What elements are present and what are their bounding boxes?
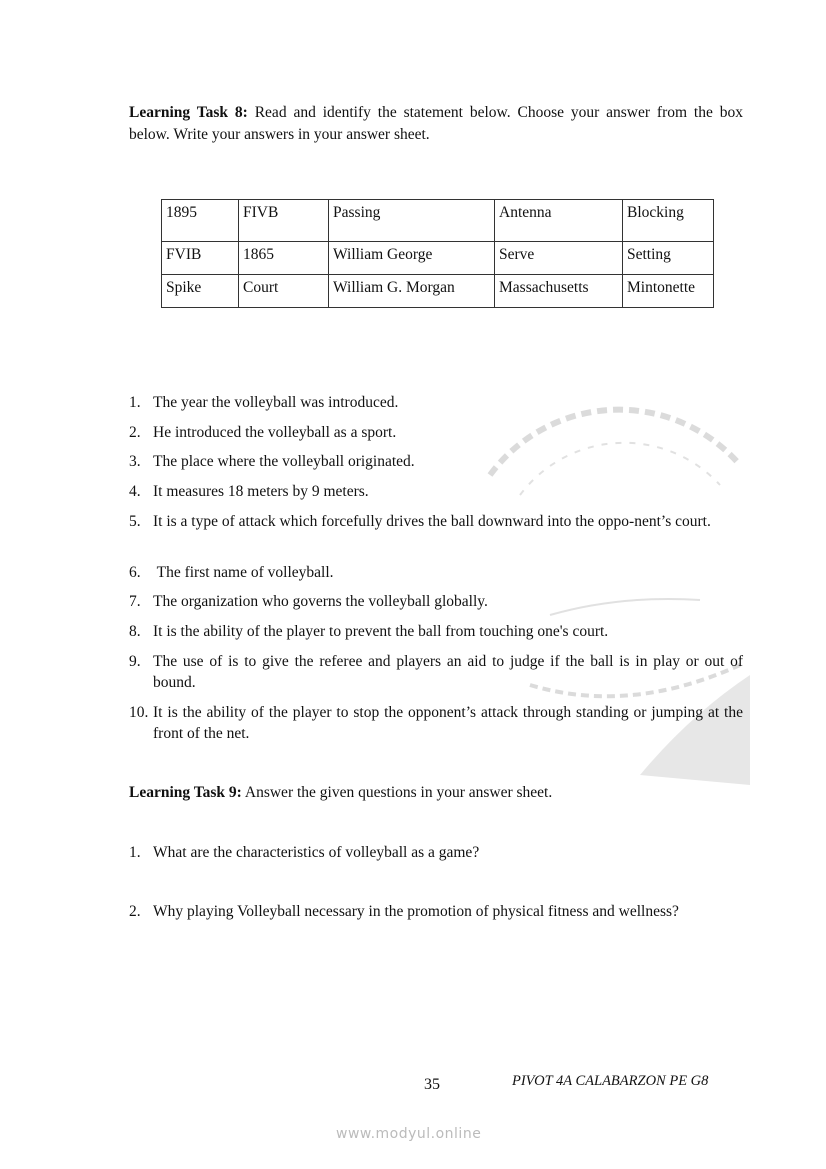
task8-text: Read and identify the statement below. Choose your answer from the box below. Write your answers in your answer sheet.	[129, 104, 743, 143]
item-text: He introduced the volleyball as a sport.	[153, 424, 397, 441]
table-row	[162, 275, 714, 308]
question-number: 2.	[129, 903, 141, 920]
item-text: It is the ability of the player to stop the opponent’s attack through standing or jumping at the front of the net.	[153, 704, 743, 742]
item-text: The organization who governs the volleyball globally.	[153, 593, 488, 610]
table-cell: Setting	[623, 242, 714, 275]
table-cell: Blocking	[623, 200, 714, 242]
item-text: The first name of volleyball.	[153, 564, 334, 581]
table-row	[162, 242, 714, 275]
table-row	[162, 200, 714, 242]
item-number: 3.	[129, 453, 141, 470]
list-item	[129, 511, 743, 532]
question-item	[129, 842, 743, 863]
table-cell: Court	[239, 275, 329, 308]
question-item	[129, 901, 743, 922]
table-cell: William George	[329, 242, 495, 275]
list-item	[129, 651, 743, 693]
footer-title: PIVOT 4A CALABARZON PE G8	[512, 1073, 709, 1089]
list-item	[129, 392, 743, 413]
item-number: 1.	[129, 394, 141, 411]
table-cell: FIVB	[239, 200, 329, 242]
list-item	[129, 451, 743, 472]
task9-instructions	[129, 782, 743, 804]
table-cell: Massachusetts	[495, 275, 623, 308]
page-number: 35	[424, 1076, 440, 1093]
table-cell: Antenna	[495, 200, 623, 242]
item-number: 2.	[129, 424, 141, 441]
table-cell: Serve	[495, 242, 623, 275]
task9-text: Answer the given questions in your answer sheet.	[244, 784, 553, 801]
question-text: What are the characteristics of volleyball as a game?	[153, 844, 480, 861]
list-item	[129, 422, 743, 443]
item-text: The place where the volleyball originated.	[153, 453, 415, 470]
item-number: 7.	[129, 593, 141, 610]
task8-title: Learning Task 8:	[129, 104, 248, 121]
item-text: It is the ability of the player to prevent the ball from touching one's court.	[153, 623, 609, 640]
table-cell: Mintonette	[623, 275, 714, 308]
table-cell: 1865	[239, 242, 329, 275]
task8-instructions	[129, 102, 743, 146]
item-number: 6.	[129, 564, 141, 581]
table-cell: William G. Morgan	[329, 275, 495, 308]
table-cell: Passing	[329, 200, 495, 242]
question-number: 1.	[129, 844, 141, 861]
site-watermark: www.modyul.online	[336, 1126, 482, 1142]
list-item	[129, 481, 743, 502]
choices-table	[161, 199, 714, 308]
table-cell: Spike	[162, 275, 239, 308]
list-item	[129, 702, 743, 744]
item-number: 4.	[129, 483, 141, 500]
list-item	[129, 621, 743, 642]
task9-title: Learning Task 9:	[129, 784, 242, 801]
item-text: The use of is to give the referee and players an aid to judge if the ball is in play or out of bound.	[153, 653, 743, 691]
item-number: 5.	[129, 513, 141, 530]
item-text: The year the volleyball was introduced.	[153, 394, 399, 411]
item-text: It is a type of attack which forcefully drives the ball downward into the oppo-nent’s court.	[153, 513, 711, 530]
table-cell: FVIB	[162, 242, 239, 275]
list-item	[129, 562, 743, 583]
question-text: Why playing Volleyball necessary in the promotion of physical fitness and wellness?	[153, 903, 679, 920]
item-number: 10.	[129, 704, 149, 721]
item-number: 8.	[129, 623, 141, 640]
list-item	[129, 591, 743, 612]
item-number: 9.	[129, 653, 141, 670]
item-text: It measures 18 meters by 9 meters.	[153, 483, 369, 500]
table-cell: 1895	[162, 200, 239, 242]
